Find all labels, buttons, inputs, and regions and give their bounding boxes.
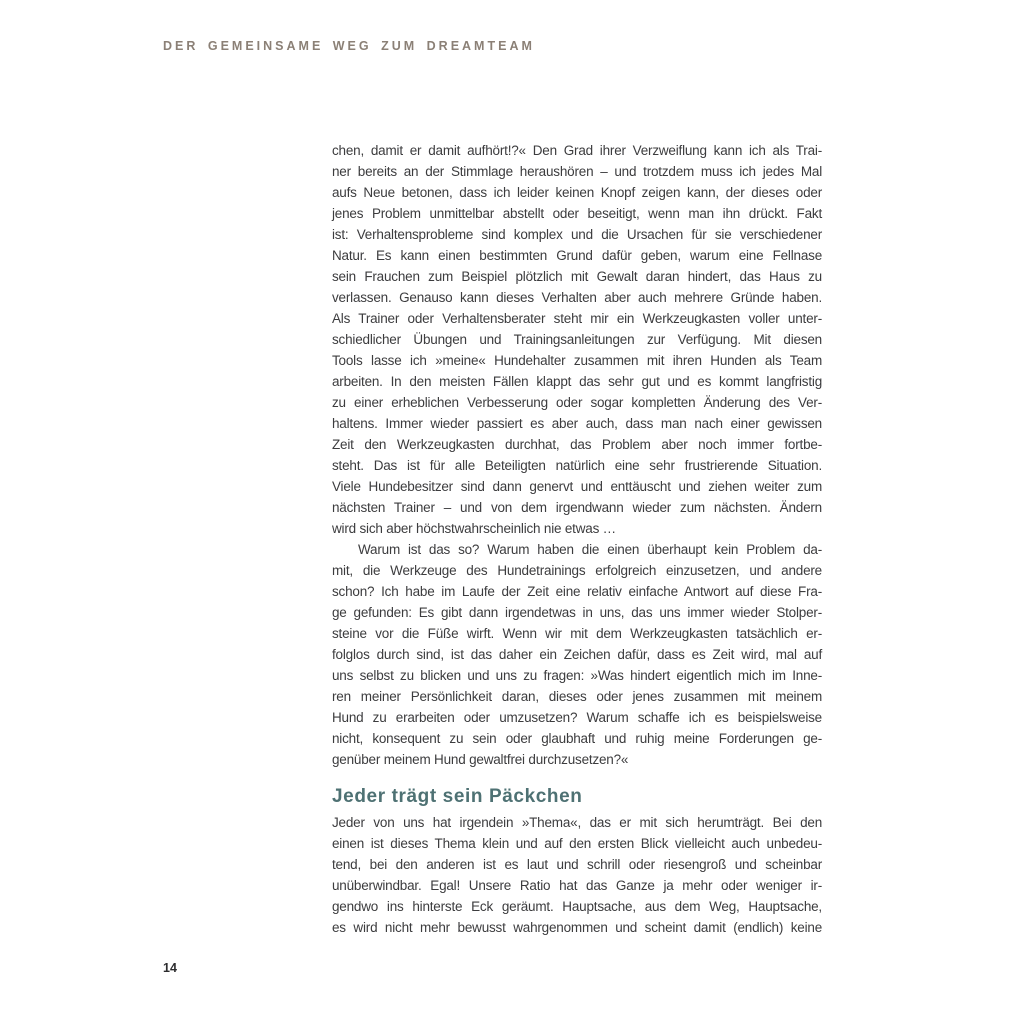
text-line: es wird nicht mehr bewusst wahrgenommen und scheint damit (endlich) keine [332,920,822,935]
text-line: Viele Hundebesitzer sind dann genervt und enttäuscht und ziehen weiter zum [332,479,822,494]
text-line: Warum ist das so? Warum haben die einen überhaupt kein Problem da- [358,542,822,557]
text-line: nicht, konsequent zu sein oder glaubhaft und ruhig meine Forderungen ge- [332,731,822,746]
text-line: aufs Neue betonen, dass ich leider keinen Knopf zeigen kann, der dieses oder [332,185,822,200]
text-line: mit, die Werkzeuge des Hundetrainings erfolgreich einzusetzen, und andere [332,563,822,578]
section-heading: Jeder trägt sein Päckchen [332,786,583,807]
text-line: ge gefunden: Es gibt dann irgendetwas in uns, das uns immer wieder Stolper- [332,605,822,620]
page-number: 14 [163,961,177,975]
text-line: Tools lasse ich »meine« Hundehalter zusammen mit ihren Hunden als Team [332,353,822,368]
paragraph [332,539,822,770]
text-line: unüberwindbar. Egal! Unsere Ratio hat das Ganze ja mehr oder weniger ir- [332,878,822,893]
text-line: ren meiner Persönlichkeit daran, dieses oder jenes zusammen mit meinem [332,689,822,704]
text-line: arbeiten. In den meisten Fällen klappt das sehr gut und es kommt langfristig [332,374,822,389]
text-line: Jeder von uns hat irgendein »Thema«, das er mit sich herumträgt. Bei den [332,815,822,830]
text-line: Als Trainer oder Verhaltensberater steht mir ein Werkzeugkasten voller unter- [332,311,822,326]
text-line: haltens. Immer wieder passiert es aber auch, dass man nach einer gewissen [332,416,822,431]
text-line: tend, bei den anderen ist es laut und schrill oder riesengroß und scheinbar [332,857,822,872]
text-line: einen ist dieses Thema klein und auf den ersten Blick vielleicht auch unbedeu- [332,836,822,851]
text-line: steine vor die Füße wirft. Wenn wir mit dem Werkzeugkasten tatsächlich er- [332,626,822,641]
text-line: gendwo ins hinterste Eck geräumt. Hauptsache, aus dem Weg, Hauptsache, [332,899,822,914]
text-line: schiedlicher Übungen und Trainingsanleitungen zur Verfügung. Mit diesen [332,332,822,347]
running-header: DER GEMEINSAME WEG ZUM DREAMTEAM [163,39,535,53]
paragraph [332,140,822,539]
text-line: genüber meinem Hund gewaltfrei durchzusetzen?« [332,752,629,767]
text-line: verlassen. Genauso kann dieses Verhalten aber auch mehrere Gründe haben. [332,290,822,305]
text-line: zu einer erheblichen Verbesserung oder sogar kompletten Änderung des Ver- [332,395,822,410]
text-line: ner bereits an der Stimmlage heraushören – und trotzdem muss ich jedes Mal [332,164,822,179]
text-line: chen, damit er damit aufhört!?« Den Grad ihrer Verzweiflung kann ich als Trai- [332,143,822,158]
paragraph [332,812,822,938]
text-line: schon? Ich habe im Laufe der Zeit eine relativ einfache Antwort auf diese Fra- [332,584,822,599]
text-line: wird sich aber höchstwahrscheinlich nie etwas … [332,521,616,536]
text-line: Natur. Es kann einen bestimmten Grund dafür geben, warum eine Fellnase [332,248,822,263]
text-line: Hund zu erarbeiten oder umzusetzen? Warum schaffe ich es beispielsweise [332,710,822,725]
text-line: jenes Problem unmittelbar abstellt oder beseitigt, wenn man ihn drückt. Fakt [332,206,822,221]
text-line: ist: Verhaltensprobleme sind komplex und die Ursachen für sie verschiedener [332,227,822,242]
text-line: nächsten Trainer – und von dem irgendwann wieder zum nächsten. Ändern [332,500,822,515]
text-line: folglos durch sind, ist das daher ein Zeichen dafür, dass es Zeit wird, mal auf [332,647,822,662]
body-text-column [332,140,822,938]
text-line: sein Frauchen zum Beispiel plötzlich mit Gewalt daran hindert, das Haus zu [332,269,822,284]
text-line: Zeit den Werkzeugkasten durchhat, das Problem aber noch immer fortbe- [332,437,822,452]
text-line: uns selbst zu blicken und uns zu fragen: »Was hindert eigentlich mich im Inne- [332,668,822,683]
text-line: steht. Das ist für alle Beteiligten natürlich eine sehr frustrierende Situation. [332,458,822,473]
